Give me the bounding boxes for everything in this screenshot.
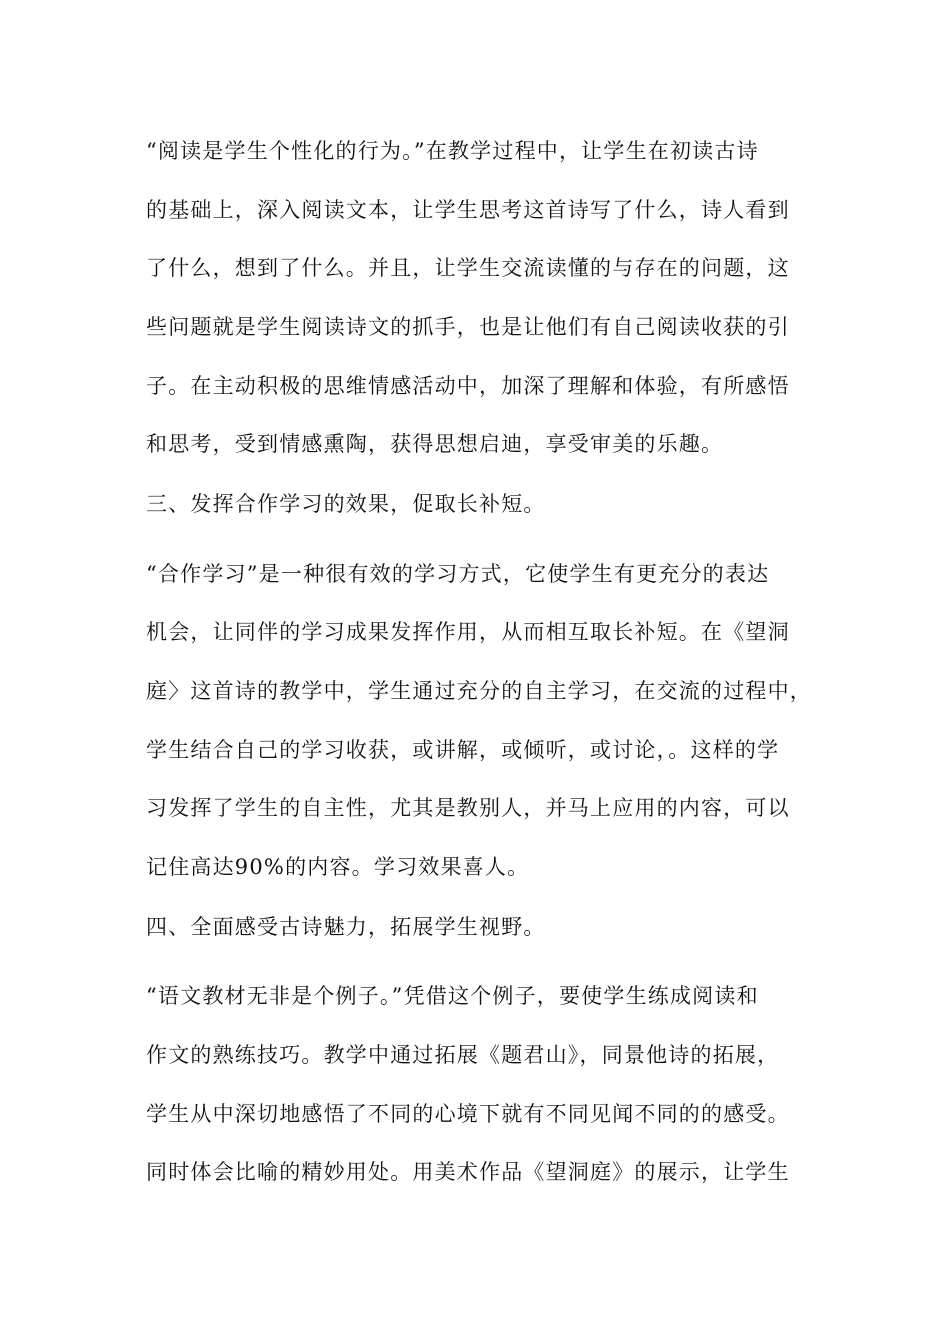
- text-line: 记住高达90%的内容。学习效果喜人。: [146, 855, 530, 879]
- text-line: 庭〉这首诗的教学中，学生通过充分的自主学习，在交流的过程中，: [146, 679, 812, 703]
- text-line: 和思考，受到情感熏陶，获得思想启迪，享受审美的乐趣。: [146, 432, 724, 456]
- text-line: “语文教材无非是个例子。”凭借这个例子，要使学生练成阅读和: [146, 984, 759, 1008]
- text-line: 了什么，想到了什么。并且，让学生交流读懂的与存在的问题，这: [146, 256, 790, 280]
- text-line: 的基础上，深入阅读文本，让学生思考这首诗写了什么，诗人看到: [146, 198, 790, 222]
- text-line: 同时体会比喻的精妙用处。用美术作品《望洞庭》的展示，让学生: [146, 1160, 790, 1184]
- text-line: 习发挥了学生的自主性，尤其是教别人，并马上应用的内容，可以: [146, 796, 790, 820]
- text-line: “阅读是学生个性化的行为。”在教学过程中，让学生在初读古诗: [146, 139, 759, 163]
- text-line: 学生从中深切地感悟了不同的心境下就有不同见闻不同的的感受。: [146, 1102, 790, 1126]
- text-line: 学生结合自己的学习收获，或讲解，或倾听，或讨论，。这样的学: [146, 738, 780, 762]
- section-heading: 三、发挥合作学习的效果，促取长补短。: [146, 492, 546, 516]
- section-heading: 四、全面感受古诗魅力，拓展学生视野。: [146, 915, 546, 939]
- text-line: “合作学习”是一种很有效的学习方式，它使学生有更充分的表达: [146, 562, 770, 586]
- text-line: 子。在主动积极的思维情感活动中，加深了理解和体验，有所感悟: [146, 374, 790, 398]
- text-line: 作文的熟练技巧。教学中通过拓展《题君山》，同景他诗的拓展，: [146, 1043, 780, 1067]
- text-line: 些问题就是学生阅读诗文的抓手，也是让他们有自己阅读收获的引: [146, 315, 790, 339]
- text-line: 机会，让同伴的学习成果发挥作用，从而相互取长补短。在《望洞: [146, 620, 790, 644]
